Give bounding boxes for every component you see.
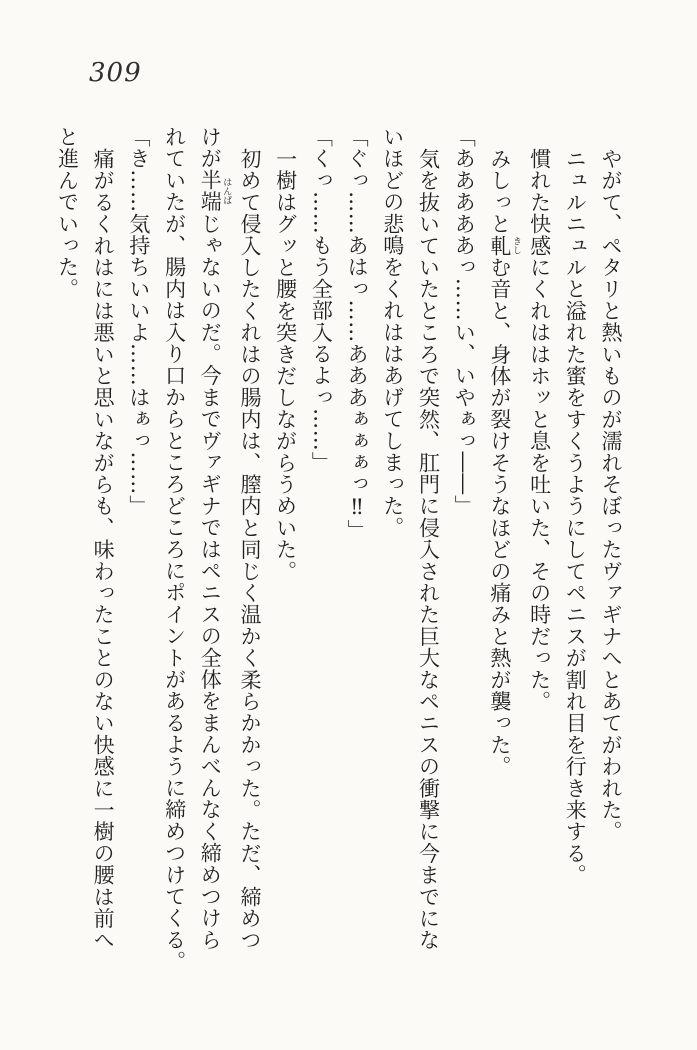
furigana-ruby: 軋 きし [487,234,521,257]
text-line: 気を抜いていたところで突然、肛門に侵入された巨大なペニスの衝撃に今までにな [416,148,441,951]
text-line: と進んでいった。 [55,126,80,300]
text-line: けが半端 はんぱじゃないのだ。今までヴァギナではペニスの全体をまんべんなく締めつけら [198,126,232,951]
text-line: 「くっ……もう全部入るよっ……」 [309,126,334,474]
text-line: 「き……気持ちいいよ……はぁっ……」 [126,126,151,517]
page-number: 309 [89,58,142,88]
text-line: みしっと軋 きしむ音と、身体が裂けそうなほどの痛みと熱が襲った。 [487,148,521,778]
text-line: 「あああああっ……い、いやぁっ――」 [452,126,477,517]
text-line: 痛がるくれはには悪いと思いながらも、味わったことのない快感に一樹の腰は前へ [91,148,116,951]
text-line: 「ぐっ……あはっ……あああぁぁぁっ‼」 [345,126,370,542]
text-line: ニュルニュルと溢れた蜜をすくうようにしてペニスが割れ目を行き来する。 [563,148,588,886]
text-line: 慣れた快感にくれははホッと息を吐いた、その時だった。 [527,148,552,713]
text-line: 一樹はグッと腰を突きだしながらうめいた。 [273,148,298,582]
vertical-text-area [49,126,628,1026]
text-line: いほどの悲鳴をくれははあげてしまった。 [380,126,405,539]
furigana-ruby: 半端 はんぱ [198,169,232,213]
text-line: 初めて侵入したくれはの腸内は、膣内と同じく温かく柔らかかった。ただ、締めつ [237,148,262,951]
text-line: れていたが、腸内は入り口からところどころにポイントがあるように締めつけてくる。 [162,126,187,973]
text-line: やがて、ペタリと熱いものが濡れそぼったヴァギナへとあてがわれた。 [599,148,623,843]
